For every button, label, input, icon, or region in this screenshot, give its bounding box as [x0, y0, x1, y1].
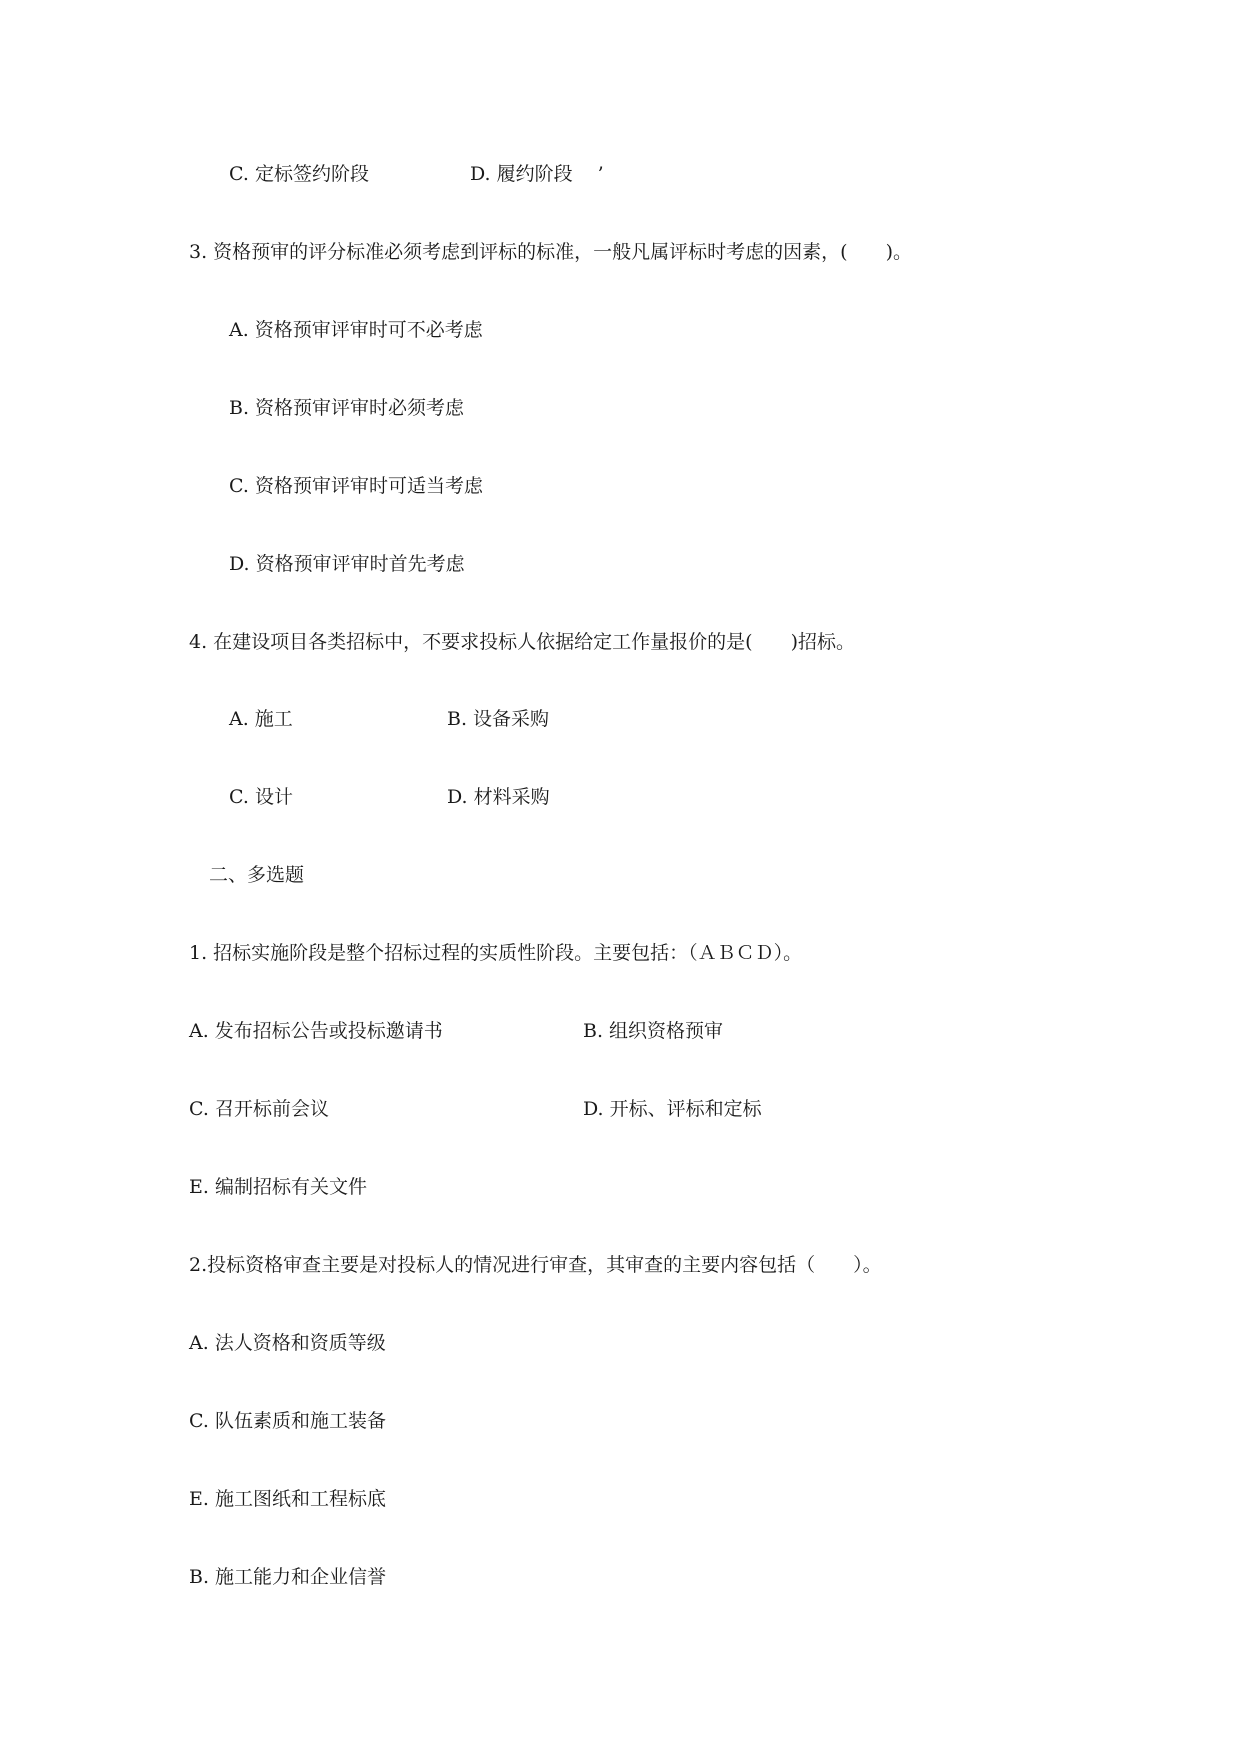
question-3-option-c: C. 资格预审评审时可适当考虑	[229, 475, 483, 497]
multi-question-2-option-b: B. 施工能力和企业信誉	[189, 1566, 387, 1588]
multi-question-2-option-e: E. 施工图纸和工程标底	[189, 1488, 386, 1510]
question-4-option-d: D. 材料采购	[447, 786, 550, 808]
multi-question-1-option-e: E. 编制招标有关文件	[189, 1176, 367, 1198]
question-3: 3. 资格预审的评分标准必须考虑到评标的标准，一般凡属评标时考虑的因素，( )。	[189, 241, 912, 263]
multi-question-1: 1. 招标实施阶段是整个招标过程的实质性阶段。主要包括：（ＡＢＣＤ）。	[189, 942, 803, 964]
multi-question-1-option-b: B. 组织资格预审	[583, 1020, 724, 1042]
multi-question-2-option-c: C. 队伍素质和施工装备	[189, 1410, 386, 1432]
question-3-option-d: D. 资格预审评审时首先考虑	[229, 553, 465, 575]
multi-question-1-option-c: C. 召开标前会议	[189, 1098, 329, 1120]
option-d-line: D. 履约阶段 ’	[470, 163, 604, 185]
question-4-option-c: C. 设计	[229, 786, 293, 808]
section-heading-multiple-choice: 二、多选题	[209, 864, 305, 886]
option-c-line: C. 定标签约阶段	[229, 163, 369, 185]
question-4-option-a: A. 施工	[229, 708, 293, 730]
multi-question-2: 2.投标资格审查主要是对投标人的情况进行审查，其审查的主要内容包括（ ）。	[189, 1254, 882, 1276]
question-4-option-b: B. 设备采购	[447, 708, 550, 730]
question-4: 4. 在建设项目各类招标中，不要求投标人依据给定工作量报价的是( )招标。	[189, 631, 855, 653]
question-3-option-a: A. 资格预审评审时可不必考虑	[229, 319, 483, 341]
question-3-option-b: B. 资格预审评审时必须考虑	[229, 397, 465, 419]
multi-question-1-option-d: D. 开标、评标和定标	[583, 1098, 762, 1120]
multi-question-2-option-a: A. 法人资格和资质等级	[189, 1332, 386, 1354]
multi-question-1-option-a: A. 发布招标公告或投标邀请书	[189, 1020, 443, 1042]
